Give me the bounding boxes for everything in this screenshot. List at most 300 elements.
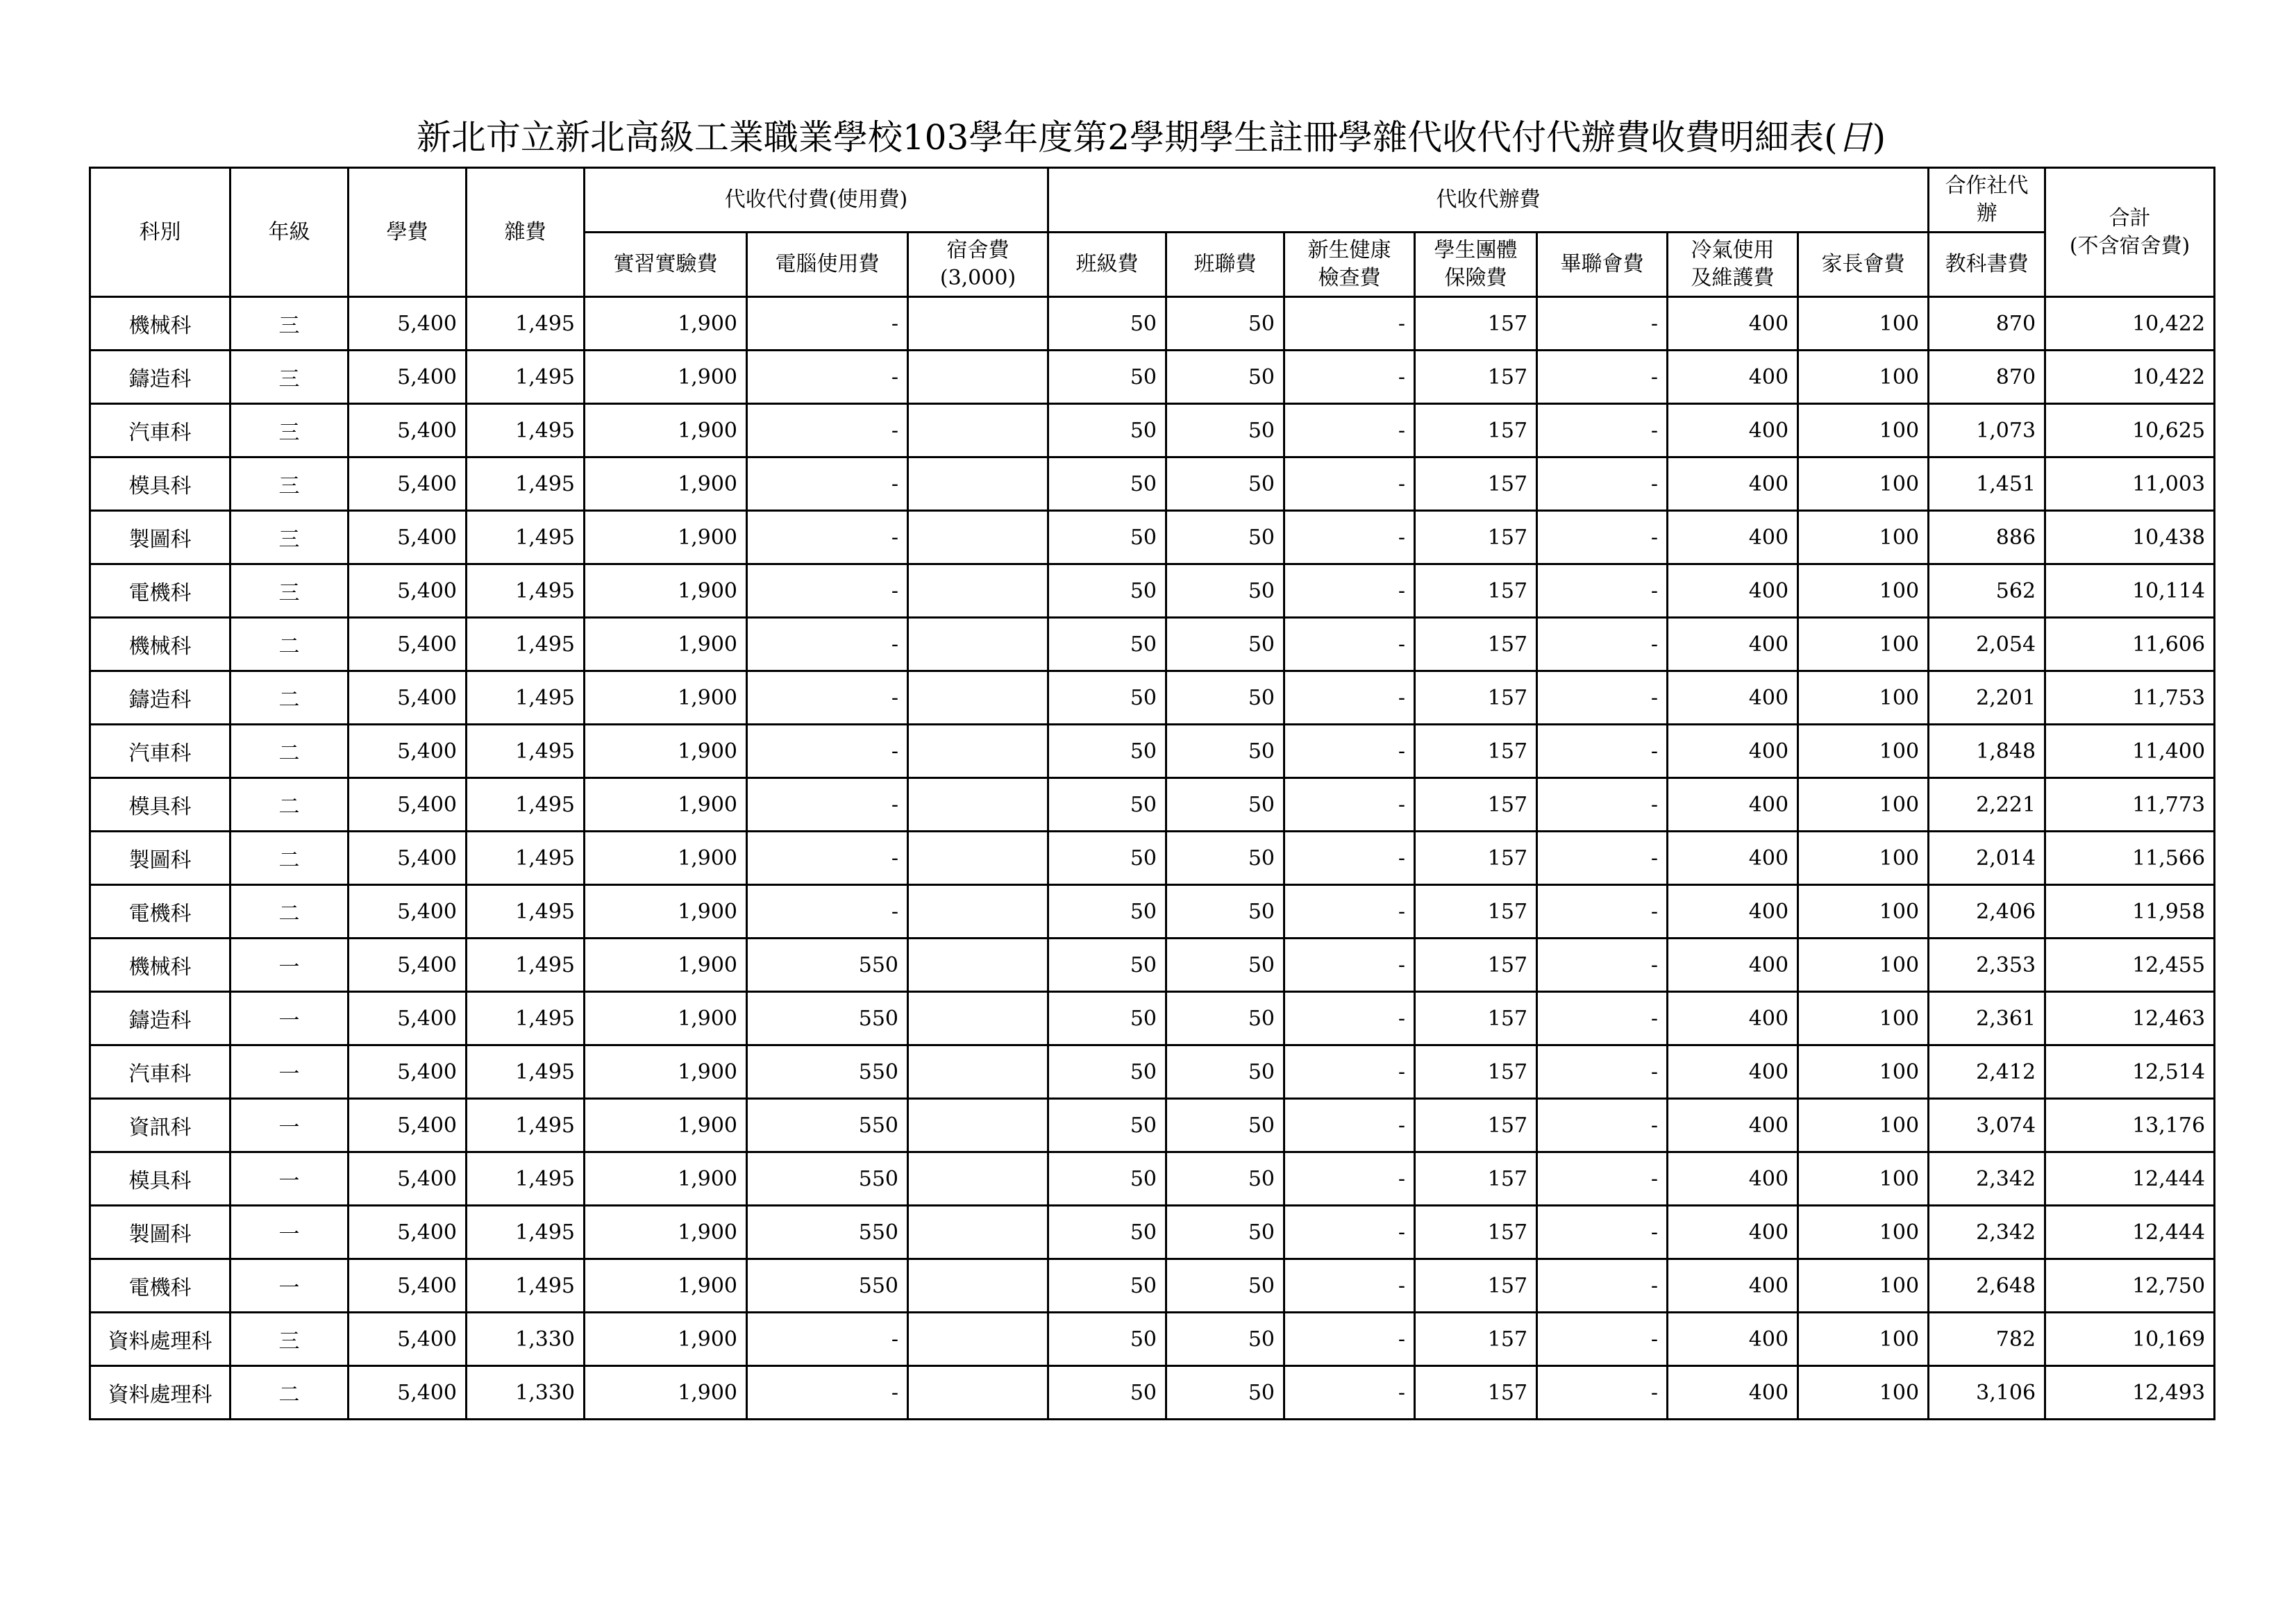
cell-parents: 100 <box>1798 618 1929 671</box>
cell-insurance: 157 <box>1415 1313 1537 1366</box>
cell-total: 11,958 <box>2045 885 2215 939</box>
table-row <box>90 992 2215 1045</box>
cell-ac: 400 <box>1668 1099 1798 1152</box>
cell-class-fee: 50 <box>1048 297 1166 351</box>
cell-total: 10,169 <box>2045 1313 2215 1366</box>
cell-class-union: 50 <box>1166 671 1284 725</box>
cell-tuition: 5,400 <box>349 1366 467 1420</box>
cell-total: 12,514 <box>2045 1045 2215 1099</box>
cell-class-union: 50 <box>1166 725 1284 778</box>
table-row <box>90 671 2215 725</box>
cell-computer: - <box>747 725 908 778</box>
cell-parents: 100 <box>1798 511 1929 564</box>
header-class-fee: 班級費 <box>1048 233 1166 297</box>
cell-lab: 1,900 <box>585 297 747 351</box>
cell-total: 11,003 <box>2045 457 2215 511</box>
cell-class-fee: 50 <box>1048 832 1166 885</box>
cell-class-fee: 50 <box>1048 939 1166 992</box>
cell-lab: 1,900 <box>585 939 747 992</box>
cell-health: - <box>1284 1099 1415 1152</box>
cell-lab: 1,900 <box>585 1045 747 1099</box>
cell-dorm <box>908 778 1048 832</box>
cell-graduation: - <box>1537 1152 1668 1206</box>
cell-grade: 二 <box>231 832 349 885</box>
header-dept: 科別 <box>90 168 231 297</box>
cell-graduation: - <box>1537 885 1668 939</box>
cell-lab: 1,900 <box>585 778 747 832</box>
cell-health: - <box>1284 618 1415 671</box>
cell-tuition: 5,400 <box>349 1206 467 1259</box>
cell-health: - <box>1284 457 1415 511</box>
cell-parents: 100 <box>1798 1152 1929 1206</box>
cell-ac: 400 <box>1668 1259 1798 1313</box>
header-class-union: 班聯費 <box>1166 233 1284 297</box>
cell-dorm <box>908 725 1048 778</box>
cell-class-union: 50 <box>1166 832 1284 885</box>
cell-class-union: 50 <box>1166 564 1284 618</box>
header-misc: 雜費 <box>467 168 585 297</box>
cell-parents: 100 <box>1798 725 1929 778</box>
cell-total: 12,463 <box>2045 992 2215 1045</box>
cell-misc: 1,495 <box>467 1259 585 1313</box>
cell-computer: 550 <box>747 992 908 1045</box>
cell-graduation: - <box>1537 992 1668 1045</box>
cell-health: - <box>1284 297 1415 351</box>
cell-lab: 1,900 <box>585 457 747 511</box>
cell-insurance: 157 <box>1415 457 1537 511</box>
cell-lab: 1,900 <box>585 1259 747 1313</box>
cell-computer: - <box>747 297 908 351</box>
header-group-agency: 代收代辦費 <box>1048 168 1929 233</box>
cell-health: - <box>1284 885 1415 939</box>
cell-insurance: 157 <box>1415 671 1537 725</box>
cell-tuition: 5,400 <box>349 564 467 618</box>
cell-grade: 一 <box>231 939 349 992</box>
cell-lab: 1,900 <box>585 1366 747 1420</box>
cell-grade: 二 <box>231 1366 349 1420</box>
cell-dorm <box>908 1152 1048 1206</box>
cell-misc: 1,495 <box>467 671 585 725</box>
cell-computer: - <box>747 457 908 511</box>
cell-class-fee: 50 <box>1048 992 1166 1045</box>
header-health: 新生健康 檢查費 <box>1284 233 1415 297</box>
cell-insurance: 157 <box>1415 725 1537 778</box>
cell-grade: 三 <box>231 1313 349 1366</box>
cell-textbook: 2,201 <box>1929 671 2045 725</box>
cell-total: 11,606 <box>2045 618 2215 671</box>
cell-computer: - <box>747 564 908 618</box>
cell-health: - <box>1284 992 1415 1045</box>
cell-tuition: 5,400 <box>349 939 467 992</box>
cell-textbook: 1,451 <box>1929 457 2045 511</box>
cell-dorm <box>908 351 1048 404</box>
cell-grade: 一 <box>231 992 349 1045</box>
cell-textbook: 1,848 <box>1929 725 2045 778</box>
header-total: 合計 (不含宿舍費) <box>2045 168 2215 297</box>
cell-computer: - <box>747 885 908 939</box>
cell-total: 12,493 <box>2045 1366 2215 1420</box>
cell-lab: 1,900 <box>585 1152 747 1206</box>
cell-textbook: 2,406 <box>1929 885 2045 939</box>
cell-class-fee: 50 <box>1048 1366 1166 1420</box>
cell-insurance: 157 <box>1415 885 1537 939</box>
cell-lab: 1,900 <box>585 511 747 564</box>
cell-dept: 製圖科 <box>90 511 231 564</box>
cell-textbook: 2,014 <box>1929 832 2045 885</box>
cell-textbook: 2,342 <box>1929 1152 2045 1206</box>
cell-parents: 100 <box>1798 778 1929 832</box>
page-title: 新北市立新北高級工業職業學校103學年度第2學期學生註冊學雜代收代付代辦費收費明細表(日) <box>416 117 1886 158</box>
cell-parents: 100 <box>1798 992 1929 1045</box>
cell-graduation: - <box>1537 778 1668 832</box>
cell-misc: 1,330 <box>467 1366 585 1420</box>
cell-dorm <box>908 1045 1048 1099</box>
cell-ac: 400 <box>1668 351 1798 404</box>
cell-computer: 550 <box>747 1259 908 1313</box>
cell-class-fee: 50 <box>1048 404 1166 457</box>
cell-computer: - <box>747 351 908 404</box>
cell-insurance: 157 <box>1415 297 1537 351</box>
cell-class-fee: 50 <box>1048 725 1166 778</box>
table-row <box>90 885 2215 939</box>
table-row <box>90 351 2215 404</box>
cell-grade: 一 <box>231 1152 349 1206</box>
cell-grade: 一 <box>231 1206 349 1259</box>
cell-misc: 1,495 <box>467 351 585 404</box>
cell-class-fee: 50 <box>1048 1259 1166 1313</box>
cell-tuition: 5,400 <box>349 511 467 564</box>
cell-tuition: 5,400 <box>349 832 467 885</box>
header-insurance: 學生團體 保險費 <box>1415 233 1537 297</box>
fee-table <box>89 167 2215 1420</box>
cell-misc: 1,495 <box>467 297 585 351</box>
cell-tuition: 5,400 <box>349 885 467 939</box>
cell-dept: 製圖科 <box>90 832 231 885</box>
cell-ac: 400 <box>1668 404 1798 457</box>
cell-ac: 400 <box>1668 564 1798 618</box>
cell-class-fee: 50 <box>1048 1045 1166 1099</box>
cell-tuition: 5,400 <box>349 1313 467 1366</box>
cell-graduation: - <box>1537 671 1668 725</box>
cell-tuition: 5,400 <box>349 1099 467 1152</box>
cell-textbook: 2,412 <box>1929 1045 2045 1099</box>
cell-parents: 100 <box>1798 885 1929 939</box>
cell-grade: 二 <box>231 671 349 725</box>
cell-parents: 100 <box>1798 939 1929 992</box>
cell-parents: 100 <box>1798 297 1929 351</box>
cell-graduation: - <box>1537 939 1668 992</box>
cell-health: - <box>1284 832 1415 885</box>
cell-ac: 400 <box>1668 832 1798 885</box>
cell-grade: 一 <box>231 1099 349 1152</box>
cell-health: - <box>1284 1045 1415 1099</box>
cell-class-fee: 50 <box>1048 511 1166 564</box>
cell-total: 12,444 <box>2045 1206 2215 1259</box>
cell-insurance: 157 <box>1415 1206 1537 1259</box>
cell-graduation: - <box>1537 618 1668 671</box>
cell-class-union: 50 <box>1166 778 1284 832</box>
cell-computer: - <box>747 671 908 725</box>
cell-dept: 資料處理科 <box>90 1366 231 1420</box>
cell-lab: 1,900 <box>585 564 747 618</box>
cell-dept: 鑄造科 <box>90 992 231 1045</box>
cell-insurance: 157 <box>1415 832 1537 885</box>
cell-insurance: 157 <box>1415 1045 1537 1099</box>
table-row <box>90 511 2215 564</box>
cell-ac: 400 <box>1668 939 1798 992</box>
cell-misc: 1,495 <box>467 564 585 618</box>
cell-total: 11,400 <box>2045 725 2215 778</box>
cell-graduation: - <box>1537 725 1668 778</box>
cell-class-union: 50 <box>1166 992 1284 1045</box>
table-row <box>90 1152 2215 1206</box>
cell-dept: 電機科 <box>90 564 231 618</box>
cell-dept: 機械科 <box>90 939 231 992</box>
cell-total: 10,114 <box>2045 564 2215 618</box>
cell-health: - <box>1284 939 1415 992</box>
cell-misc: 1,495 <box>467 1099 585 1152</box>
cell-class-union: 50 <box>1166 1045 1284 1099</box>
cell-class-fee: 50 <box>1048 778 1166 832</box>
cell-dorm <box>908 671 1048 725</box>
cell-dept: 資訊科 <box>90 1099 231 1152</box>
cell-dorm <box>908 297 1048 351</box>
cell-class-fee: 50 <box>1048 671 1166 725</box>
cell-tuition: 5,400 <box>349 351 467 404</box>
header-lab: 實習實驗費 <box>585 233 747 297</box>
cell-dorm <box>908 1206 1048 1259</box>
cell-graduation: - <box>1537 832 1668 885</box>
cell-health: - <box>1284 1259 1415 1313</box>
cell-dept: 製圖科 <box>90 1206 231 1259</box>
cell-class-fee: 50 <box>1048 564 1166 618</box>
cell-dorm <box>908 1259 1048 1313</box>
cell-computer: 550 <box>747 1099 908 1152</box>
cell-misc: 1,495 <box>467 939 585 992</box>
cell-health: - <box>1284 778 1415 832</box>
cell-class-union: 50 <box>1166 1152 1284 1206</box>
cell-computer: - <box>747 618 908 671</box>
table-row <box>90 832 2215 885</box>
cell-parents: 100 <box>1798 1045 1929 1099</box>
cell-class-union: 50 <box>1166 511 1284 564</box>
cell-ac: 400 <box>1668 1152 1798 1206</box>
cell-class-fee: 50 <box>1048 1099 1166 1152</box>
cell-grade: 三 <box>231 457 349 511</box>
fee-table-body <box>90 297 2215 1420</box>
cell-health: - <box>1284 671 1415 725</box>
table-row <box>90 1313 2215 1366</box>
cell-grade: 三 <box>231 564 349 618</box>
cell-textbook: 2,361 <box>1929 992 2045 1045</box>
cell-computer: 550 <box>747 1206 908 1259</box>
cell-insurance: 157 <box>1415 778 1537 832</box>
cell-dorm <box>908 1313 1048 1366</box>
cell-grade: 三 <box>231 351 349 404</box>
cell-grade: 二 <box>231 725 349 778</box>
cell-textbook: 1,073 <box>1929 404 2045 457</box>
cell-class-union: 50 <box>1166 351 1284 404</box>
cell-tuition: 5,400 <box>349 1152 467 1206</box>
cell-graduation: - <box>1537 1045 1668 1099</box>
cell-misc: 1,495 <box>467 885 585 939</box>
cell-insurance: 157 <box>1415 1152 1537 1206</box>
table-row <box>90 564 2215 618</box>
cell-health: - <box>1284 1366 1415 1420</box>
cell-dept: 電機科 <box>90 885 231 939</box>
cell-computer: - <box>747 1313 908 1366</box>
table-row <box>90 1045 2215 1099</box>
cell-tuition: 5,400 <box>349 1045 467 1099</box>
cell-dorm <box>908 511 1048 564</box>
cell-graduation: - <box>1537 297 1668 351</box>
cell-insurance: 157 <box>1415 1259 1537 1313</box>
header-grade: 年級 <box>231 168 349 297</box>
cell-class-union: 50 <box>1166 1099 1284 1152</box>
cell-textbook: 2,342 <box>1929 1206 2045 1259</box>
cell-misc: 1,495 <box>467 992 585 1045</box>
cell-dorm <box>908 457 1048 511</box>
cell-total: 12,444 <box>2045 1152 2215 1206</box>
cell-insurance: 157 <box>1415 351 1537 404</box>
cell-graduation: - <box>1537 1206 1668 1259</box>
cell-dept: 鑄造科 <box>90 351 231 404</box>
cell-dept: 鑄造科 <box>90 671 231 725</box>
cell-health: - <box>1284 1313 1415 1366</box>
cell-insurance: 157 <box>1415 1366 1537 1420</box>
cell-total: 10,438 <box>2045 511 2215 564</box>
cell-tuition: 5,400 <box>349 618 467 671</box>
cell-total: 11,566 <box>2045 832 2215 885</box>
cell-health: - <box>1284 404 1415 457</box>
cell-total: 11,773 <box>2045 778 2215 832</box>
cell-tuition: 5,400 <box>349 725 467 778</box>
cell-dept: 機械科 <box>90 297 231 351</box>
cell-health: - <box>1284 511 1415 564</box>
cell-dorm <box>908 404 1048 457</box>
cell-textbook: 3,106 <box>1929 1366 2045 1420</box>
cell-insurance: 157 <box>1415 511 1537 564</box>
cell-dept: 模具科 <box>90 457 231 511</box>
cell-health: - <box>1284 1152 1415 1206</box>
cell-parents: 100 <box>1798 1259 1929 1313</box>
cell-dept: 汽車科 <box>90 404 231 457</box>
cell-lab: 1,900 <box>585 992 747 1045</box>
table-row <box>90 618 2215 671</box>
cell-health: - <box>1284 725 1415 778</box>
cell-lab: 1,900 <box>585 404 747 457</box>
cell-class-union: 50 <box>1166 1206 1284 1259</box>
cell-graduation: - <box>1537 1313 1668 1366</box>
cell-textbook: 562 <box>1929 564 2045 618</box>
cell-class-union: 50 <box>1166 1259 1284 1313</box>
cell-class-union: 50 <box>1166 404 1284 457</box>
cell-parents: 100 <box>1798 564 1929 618</box>
table-row <box>90 1206 2215 1259</box>
cell-grade: 一 <box>231 1259 349 1313</box>
cell-dorm <box>908 618 1048 671</box>
cell-lab: 1,900 <box>585 1313 747 1366</box>
cell-ac: 400 <box>1668 725 1798 778</box>
cell-total: 12,455 <box>2045 939 2215 992</box>
header-group-collect-pay: 代收代付費(使用費) <box>585 168 1048 233</box>
table-row <box>90 778 2215 832</box>
cell-dept: 汽車科 <box>90 1045 231 1099</box>
cell-misc: 1,495 <box>467 725 585 778</box>
cell-class-union: 50 <box>1166 457 1284 511</box>
cell-dorm <box>908 992 1048 1045</box>
cell-insurance: 157 <box>1415 992 1537 1045</box>
cell-class-union: 50 <box>1166 297 1284 351</box>
cell-textbook: 782 <box>1929 1313 2045 1366</box>
cell-ac: 400 <box>1668 671 1798 725</box>
cell-misc: 1,495 <box>467 618 585 671</box>
cell-ac: 400 <box>1668 457 1798 511</box>
cell-graduation: - <box>1537 1366 1668 1420</box>
cell-dept: 資料處理科 <box>90 1313 231 1366</box>
cell-tuition: 5,400 <box>349 992 467 1045</box>
cell-ac: 400 <box>1668 297 1798 351</box>
cell-class-fee: 50 <box>1048 351 1166 404</box>
cell-ac: 400 <box>1668 1313 1798 1366</box>
cell-dept: 汽車科 <box>90 725 231 778</box>
header-computer: 電腦使用費 <box>747 233 908 297</box>
cell-textbook: 2,221 <box>1929 778 2045 832</box>
header-dorm: 宿舍費 (3,000) <box>908 233 1048 297</box>
cell-insurance: 157 <box>1415 939 1537 992</box>
cell-grade: 一 <box>231 1045 349 1099</box>
cell-textbook: 886 <box>1929 511 2045 564</box>
cell-grade: 三 <box>231 297 349 351</box>
cell-graduation: - <box>1537 511 1668 564</box>
cell-dorm <box>908 832 1048 885</box>
cell-misc: 1,495 <box>467 1045 585 1099</box>
cell-computer: 550 <box>747 1152 908 1206</box>
cell-grade: 二 <box>231 778 349 832</box>
cell-class-union: 50 <box>1166 1366 1284 1420</box>
cell-total: 10,625 <box>2045 404 2215 457</box>
table-row <box>90 457 2215 511</box>
table-row <box>90 1366 2215 1420</box>
cell-dept: 電機科 <box>90 1259 231 1313</box>
cell-computer: - <box>747 832 908 885</box>
header-tuition: 學費 <box>349 168 467 297</box>
cell-tuition: 5,400 <box>349 778 467 832</box>
cell-tuition: 5,400 <box>349 297 467 351</box>
cell-graduation: - <box>1537 1099 1668 1152</box>
cell-class-fee: 50 <box>1048 1152 1166 1206</box>
table-row <box>90 1099 2215 1152</box>
cell-class-fee: 50 <box>1048 1206 1166 1259</box>
cell-insurance: 157 <box>1415 404 1537 457</box>
cell-graduation: - <box>1537 457 1668 511</box>
cell-lab: 1,900 <box>585 351 747 404</box>
cell-grade: 二 <box>231 885 349 939</box>
cell-textbook: 870 <box>1929 297 2045 351</box>
cell-computer: 550 <box>747 939 908 992</box>
cell-ac: 400 <box>1668 1366 1798 1420</box>
cell-grade: 二 <box>231 618 349 671</box>
cell-graduation: - <box>1537 1259 1668 1313</box>
cell-parents: 100 <box>1798 351 1929 404</box>
cell-ac: 400 <box>1668 992 1798 1045</box>
cell-insurance: 157 <box>1415 1099 1537 1152</box>
cell-lab: 1,900 <box>585 832 747 885</box>
cell-misc: 1,495 <box>467 1152 585 1206</box>
cell-total: 12,750 <box>2045 1259 2215 1313</box>
cell-textbook: 2,054 <box>1929 618 2045 671</box>
cell-class-union: 50 <box>1166 885 1284 939</box>
